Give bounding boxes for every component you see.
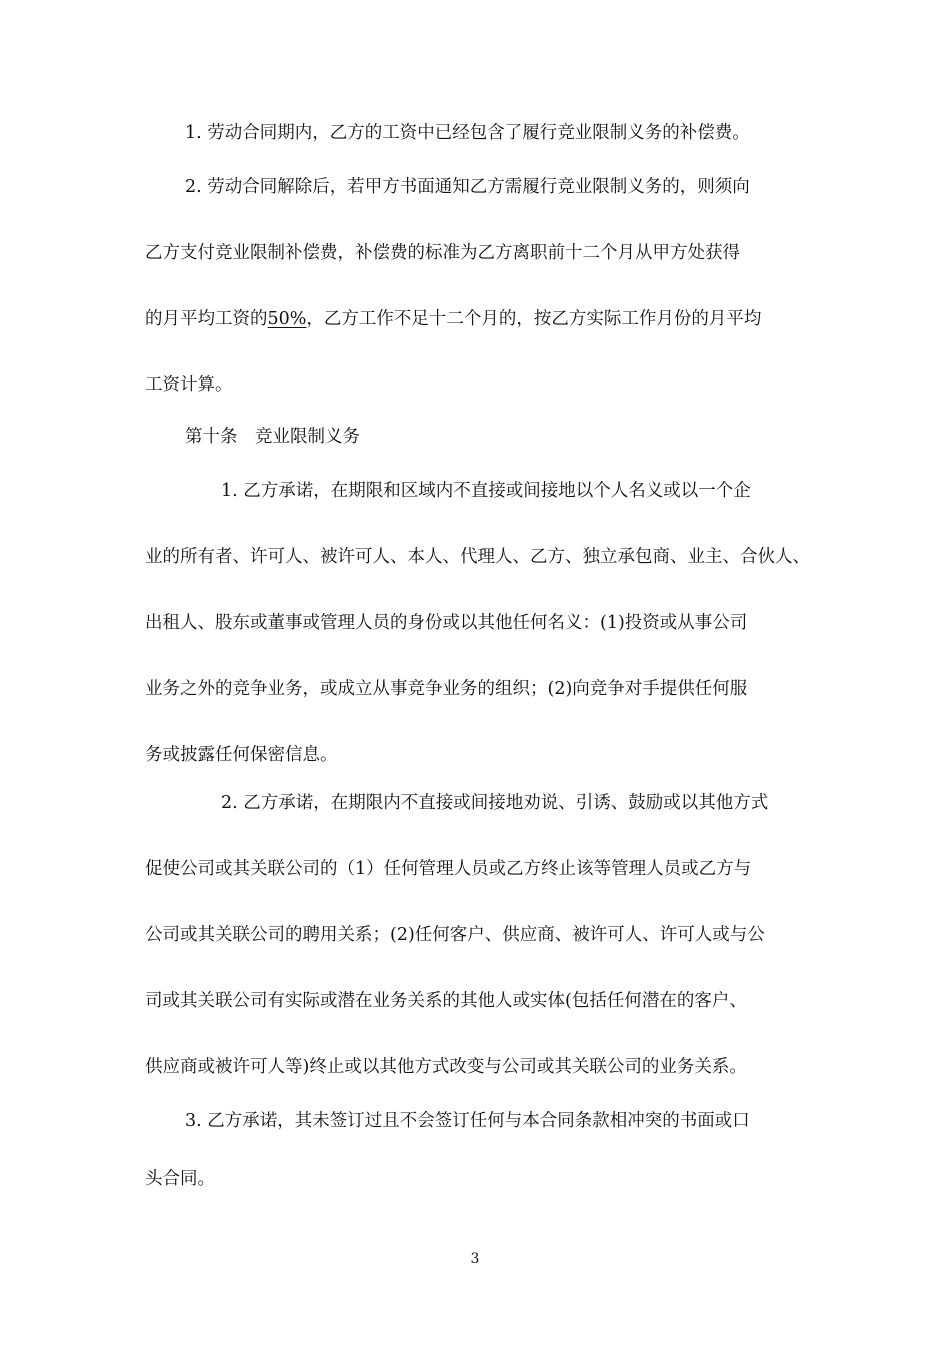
- article10-heading: 第十条 竞业限制义务: [185, 427, 360, 447]
- a10-item3-line1: 3. 乙方承诺，其未签订过且不会签订任何与本合同条款相冲突的书面或口: [185, 1111, 750, 1131]
- s9-item2-line3-post: ，乙方工作不足十二个月的，按乙方实际工作月份的月平均: [306, 309, 762, 329]
- a10-item2-line4: 司或其关联公司有实际或潜在业务关系的其他人或实体(包括任何潜在的客户、: [145, 991, 747, 1011]
- a10-item2-line5: 供应商或被许可人等)终止或以其他方式改变与公司或其关联公司的业务关系。: [145, 1057, 747, 1077]
- s9-item2-line3: [145, 307, 761, 331]
- s9-item2-line3-pre: 的月平均工资的: [145, 309, 268, 329]
- page-number: 3: [470, 1251, 480, 1267]
- a10-item3-line2: 头合同。: [145, 1169, 215, 1189]
- a10-item1-line5: 务或披露任何保密信息。: [145, 745, 338, 765]
- a10-item1-line4: 业务之外的竞争业务，或成立从事竞争业务的组织；(2)向竞争对手提供任何服: [145, 679, 748, 699]
- a10-item1-line3: 出租人、股东或董事或管理人员的身份或以其他任何名义：(1)投资或从事公司: [145, 613, 748, 633]
- s9-item1: 1. 劳动合同期内，乙方的工资中已经包含了履行竞业限制义务的补偿费。: [185, 123, 750, 143]
- a10-item1-line1: 1. 乙方承诺，在期限和区域内不直接或间接地以个人名义或以一个企: [221, 481, 751, 501]
- s9-item2-percent: 50%: [267, 309, 307, 329]
- a10-item2-line1: 2. 乙方承诺，在期限内不直接或间接地劝说、引诱、鼓励或以其他方式: [221, 793, 769, 813]
- a10-item2-line3: 公司或其关联公司的聘用关系；(2)任何客户、供应商、被许可人、许可人或与公: [145, 925, 765, 945]
- s9-item2-line2: 乙方支付竞业限制补偿费，补偿费的标准为乙方离职前十二个月从甲方处获得: [145, 243, 740, 263]
- s9-item2-line4: 工资计算。: [145, 375, 233, 395]
- a10-item2-line2: 促使公司或其关联公司的（1）任何管理人员或乙方终止该等管理人员或乙方与: [145, 859, 752, 879]
- s9-item2-line1: 2. 劳动合同解除后，若甲方书面通知乙方需履行竞业限制义务的，则须向: [185, 177, 750, 197]
- a10-item1-line2: 业的所有者、许可人、被许可人、本人、代理人、乙方、独立承包商、业主、合伙人、: [145, 547, 810, 567]
